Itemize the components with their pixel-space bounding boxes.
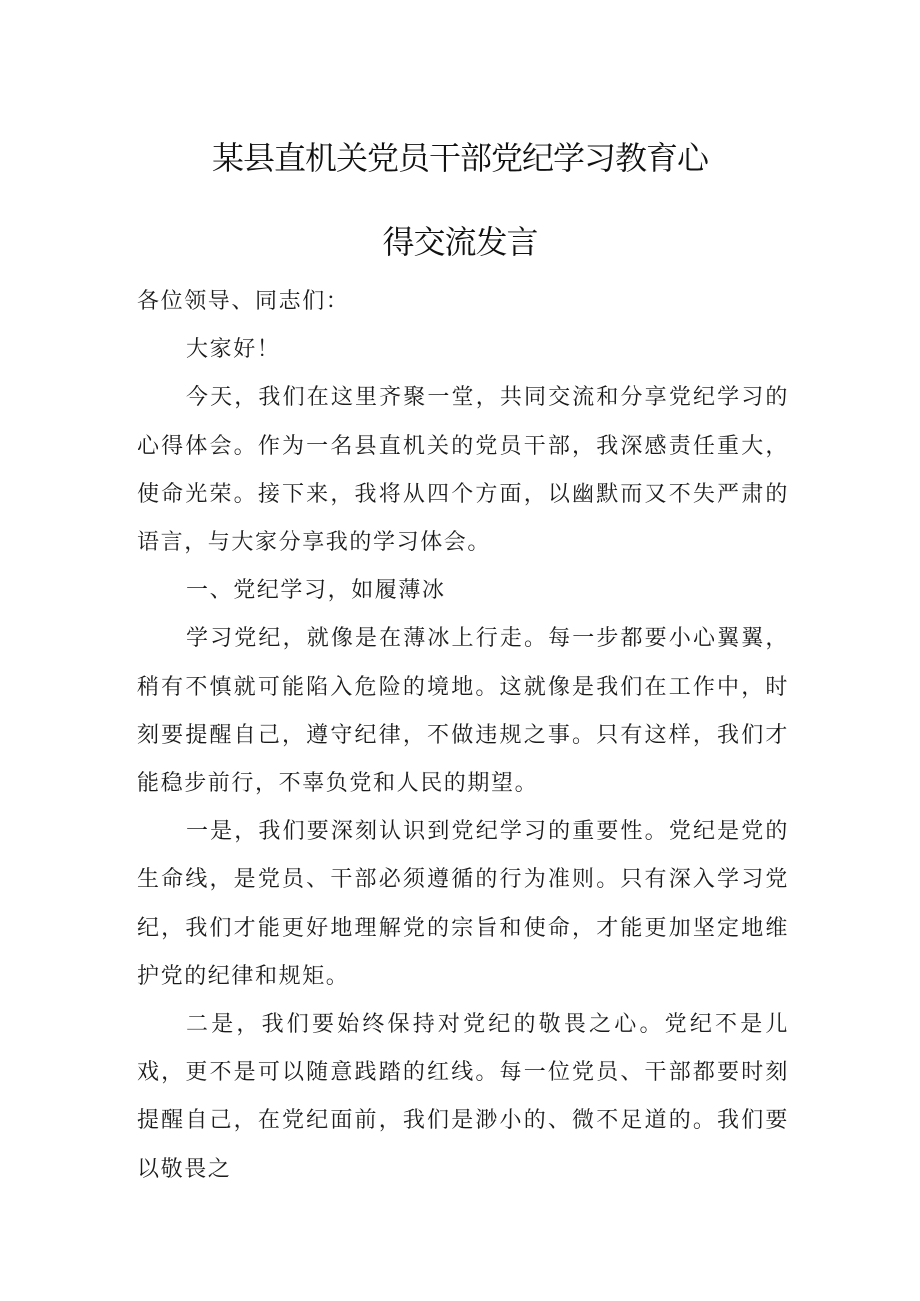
paragraph-point-two: 二是，我们要始终保持对党纪的敬畏之心。党纪不是儿戏，更不是可以随意践踏的红线。每一位党员、干部都要时刻提醒自己，在党纪面前，我们是渺小的、微不足道的。我们要以敬畏之 [137,1012,789,1182]
paragraph-thin-ice: 学习党纪，就像是在薄冰上行走。每一步都要小心翼翼，稍有不慎就可能陷入危险的境地。这就像是我们在工作中，时刻要提醒自己，遵守纪律，不做违规之事。只有这样，我们才能稳步前行，不辜负党和人民的期望。 [137,626,789,797]
paragraph-intro: 今天，我们在这里齐聚一堂，共同交流和分享党纪学习的心得体会。作为一名县直机关的党员干部，我深感责任重大，使命光荣。接下来，我将从四个方面，以幽默而又不失严肃的语言，与大家分享我的学习体会。 [137,385,789,556]
salutation: 各位领导、同志们： [137,289,350,314]
greeting: 大家好！ [186,337,281,363]
paragraph-point-one: 一是，我们要深刻认识到党纪学习的重要性。党纪是党的生命线，是党员、干部必须遵循的行为准则。只有深入学习党纪，我们才能更好地理解党的宗旨和使命，才能更加坚定地维护党的纪律和规矩。 [137,819,789,989]
document-title-line-1: 某县直机关党员干部党纪学习教育心 [211,139,708,177]
document-title-line-2: 得交流发言 [382,223,538,261]
section-heading-1: 一、党纪学习，如履薄冰 [186,578,446,604]
document-body [137,278,789,1194]
